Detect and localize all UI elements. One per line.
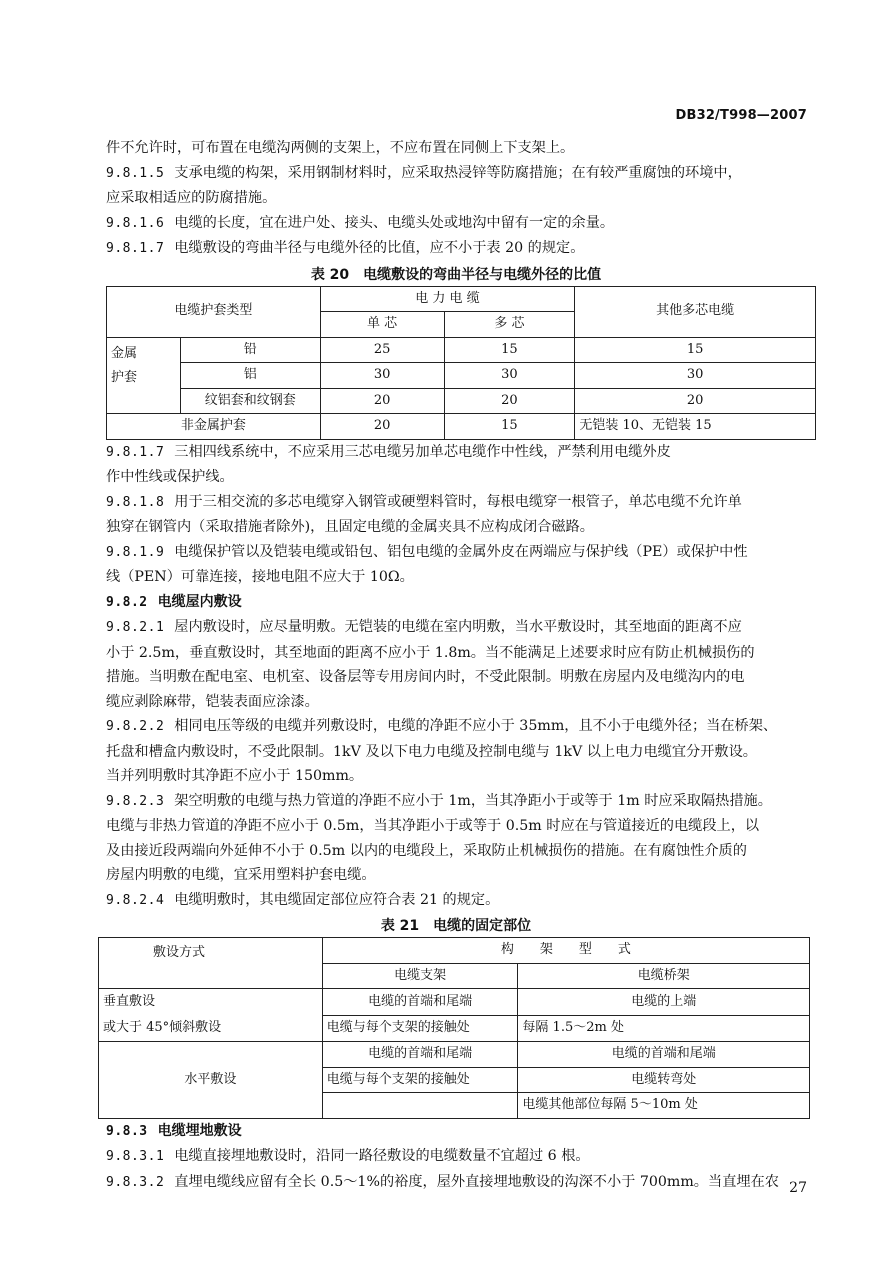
table-cell: 非金属护套	[107, 414, 321, 440]
text-line: 作中性线或保护线。	[106, 469, 234, 485]
table-cell: 电缆其他部位每隔 5～10m 处	[518, 1093, 810, 1119]
table-cell: 电缆与每个支架的接触处	[322, 1015, 518, 1042]
table-cell: 纹铝套和纹钢套	[180, 388, 320, 414]
table-cell: 电缆的首端和尾端	[322, 989, 518, 1016]
text-line: 托盘和槽盒内敷设时，不受此限制。1kV 及以下电力电缆及控制电缆与 1kV 以上电力电缆宜分开敷设。	[106, 743, 757, 760]
clause-9-8-3-2: 9.8.3.2 直埋电缆线应留有全长 0.5～1%的裕度，屋外直接埋地敷设的沟深不小于 700mm。当直埋在农	[106, 1173, 779, 1190]
table-cell: 每隔 1.5～2m 处	[518, 1015, 810, 1042]
table-cell: 15	[575, 337, 816, 363]
table-20-caption: 表 20 电缆敷设的弯曲半径与电缆外径的比值	[310, 266, 602, 283]
table-cell: 20	[320, 414, 444, 440]
clause-9-8-2-4: 9.8.2.4 电缆明敷时，其电缆固定部位应符合表 21 的规定。	[106, 891, 500, 908]
header-power-cable: 电 力 电 缆	[320, 286, 575, 312]
header-single-core: 单 芯	[320, 312, 444, 338]
document-code: DB32/T998—2007	[675, 108, 807, 123]
metal-sheath-label: 金属 护套	[107, 337, 181, 414]
table-cell: 15	[444, 337, 575, 363]
text-line: 电缆与非热力管道的净距不应小于 0.5m，当其净距小于或等于 0.5m 时应在与管道接近的电缆段上，以	[106, 818, 760, 834]
header-sheath-type: 电缆护套类型	[107, 286, 321, 337]
text-line: 独穿在钢管内（采取措施者除外)，且固定电缆的金属夹具不应构成闭合磁路。	[106, 519, 594, 535]
table-20	[106, 286, 816, 440]
table-cell: 电缆转弯处	[518, 1067, 810, 1093]
table-cell: 20	[444, 388, 575, 414]
text-line: 措施。当明敷在配电室、电机室、设备层等专用房间内时，不受此限制。明敷在房屋内及电缆沟内的电	[106, 669, 745, 685]
text-line: 线（PEN）可靠连接，接地电阻不应大于 10Ω。	[106, 569, 414, 585]
clause-9-8-1-8: 9.8.1.8 用于三相交流的多芯电缆穿入钢管或硬塑料管时，每根电缆穿一根管子，单芯电缆不允许单	[106, 493, 742, 510]
table-cell: 20	[575, 388, 816, 414]
header-other-cable: 其他多芯电缆	[575, 286, 816, 337]
section-heading-9-8-3: 9.8.3 电缆埋地敷设	[106, 1122, 242, 1139]
paragraph-group-b	[106, 440, 806, 590]
paragraph-group-c	[106, 615, 806, 913]
header-laying-mode: 敷设方式	[99, 938, 323, 989]
paragraph-group-a	[106, 136, 806, 262]
text-line: 小于 2.5m，垂直敷设时，其至地面的距离不应小于 1.8m。当不能满足上述要求时应有防止机械损伤的	[106, 644, 755, 661]
header-multi-core: 多 芯	[444, 312, 575, 338]
table-cell: 30	[575, 363, 816, 389]
table-cell: 20	[320, 388, 444, 414]
text-line: 件不允许时，可布置在电缆沟两侧的支架上，不应布置在同侧上下支架上。	[106, 140, 575, 156]
clause-9-8-2-1: 9.8.2.1 屋内敷设时，应尽量明敷。无铠装的电缆在室内明敷，当水平敷设时，其至地面的距离不应	[106, 619, 742, 635]
table-cell: 电缆与每个支架的接触处	[322, 1067, 518, 1093]
text-line: 房屋内明敷的电缆，宜采用塑料护套电缆。	[106, 867, 376, 883]
paragraph-group-d	[106, 1144, 806, 1195]
clause-9-8-1-7b: 9.8.1.7 三相四线系统中，不应采用三芯电缆另加单芯电缆作中性线，严禁利用电缆外皮	[106, 443, 671, 460]
header-cable-tray: 电缆桥架	[518, 963, 810, 989]
page-body	[103, 136, 806, 1195]
table-cell: 25	[320, 337, 444, 363]
clause-9-8-1-7: 9.8.1.7 电缆敷设的弯曲半径与电缆外径的比值，应不小于表 20 的规定。	[106, 240, 585, 256]
table-cell: 15	[444, 414, 575, 440]
clause-9-8-3-1: 9.8.3.1 电缆直接埋地敷设时，沿同一路径敷设的电缆数量不宜超过 6 根。	[106, 1148, 590, 1164]
header-cable-bracket: 电缆支架	[322, 963, 518, 989]
table-cell: 电缆的上端	[518, 989, 810, 1016]
table-21-caption: 表 21 电缆的固定部位	[380, 918, 532, 934]
text-line: 及由接近段两端向外延伸不小于 0.5m 以内的电缆段上，采取防止机械损伤的措施。在有腐蚀性介质的	[106, 842, 747, 859]
table-cell: 30	[320, 363, 444, 389]
clause-9-8-1-6: 9.8.1.6 电缆的长度，宜在进户处、接头、电缆头处或地沟中留有一定的余量。	[106, 214, 615, 231]
header-structure-type: 构 架 型 式	[322, 938, 809, 964]
vertical-laying-label: 垂直敷设 或大于 45°倾斜敷设	[99, 989, 323, 1042]
clause-9-8-1-5: 9.8.1.5 支承电缆的构架，采用钢制材料时，应采取热浸锌等防腐措施；在有较严重腐蚀的环境中，	[106, 164, 742, 181]
text-line: 缆应剥除麻带，铠装表面应涂漆。	[106, 693, 319, 710]
table-cell: 30	[444, 363, 575, 389]
text-line: 当并列明敷时其净距不应小于 150mm。	[106, 768, 364, 784]
table-cell: 电缆的首端和尾端	[518, 1042, 810, 1068]
text-line: 应采取相适应的防腐措施。	[106, 190, 277, 206]
table-cell-empty	[322, 1093, 518, 1119]
table-21	[98, 937, 810, 1119]
page-number: 27	[789, 1180, 807, 1196]
clause-9-8-2-2: 9.8.2.2 相同电压等级的电缆并列敷设时，电缆的净距不应小于 35mm，且不小于电缆外径；当在桥架、	[106, 718, 778, 734]
clause-9-8-2-3: 9.8.2.3 架空明敷的电缆与热力管道的净距不应小于 1m，当其净距小于或等于 1m 时应采取隔热措施。	[106, 792, 772, 809]
table-cell: 铅	[180, 337, 320, 363]
table-cell: 电缆的首端和尾端	[322, 1042, 518, 1068]
table-cell: 无铠装 10、无铠装 15	[575, 414, 816, 440]
table-cell: 铝	[180, 363, 320, 389]
clause-9-8-1-9: 9.8.1.9 电缆保护管以及铠装电缆或铅包、铝包电缆的金属外皮在两端应与保护线（PE）或保护中性	[106, 543, 748, 560]
section-heading-9-8-2: 9.8.2 电缆屋内敷设	[106, 593, 242, 610]
horizontal-laying-label: 水平敷设	[99, 1042, 323, 1119]
